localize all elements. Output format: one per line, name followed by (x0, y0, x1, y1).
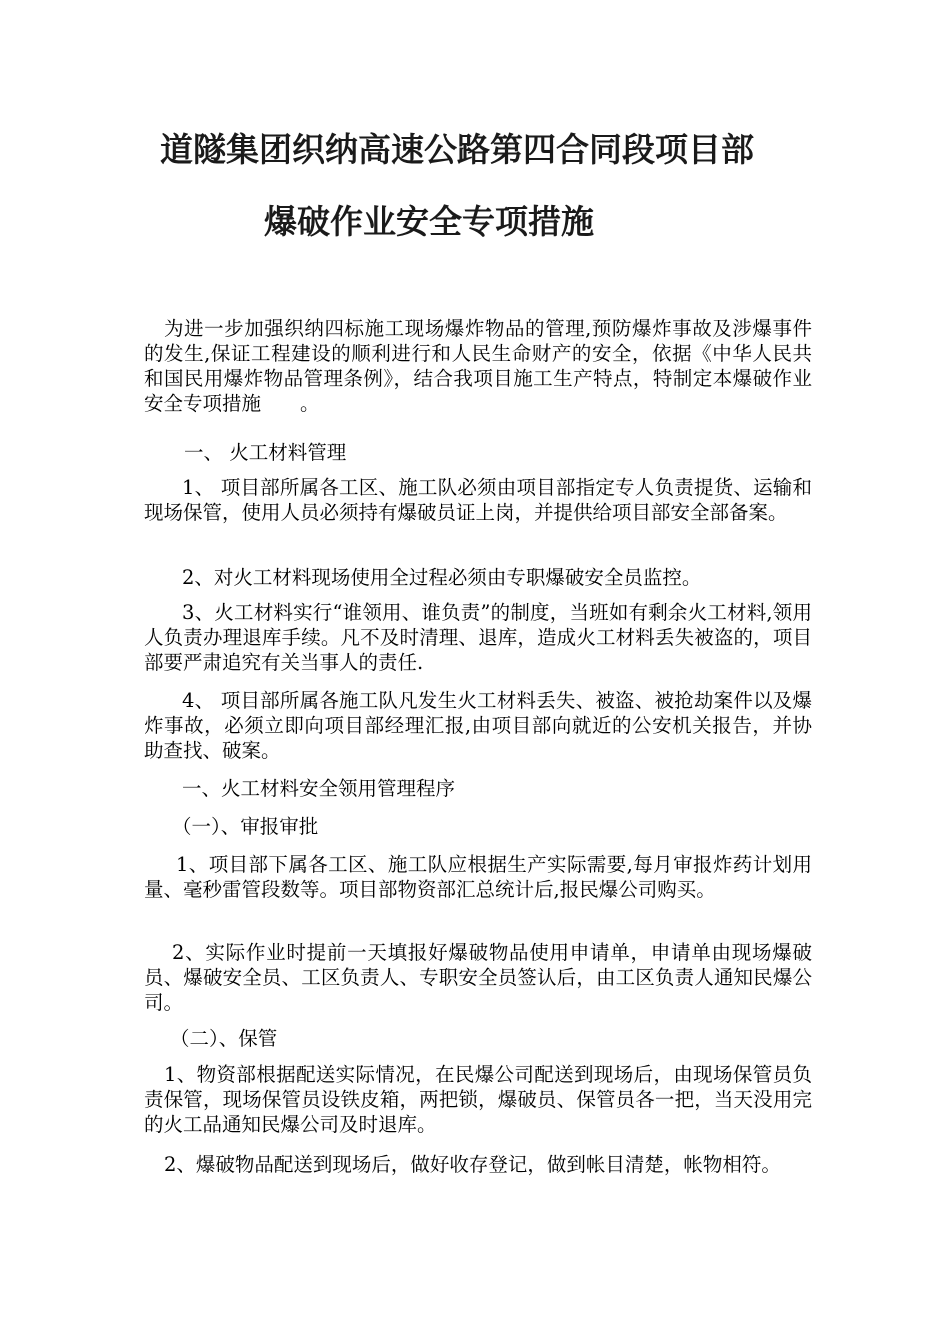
intro-paragraph: 为进一步加强织纳四标施工现场爆炸物品的管理,预防爆炸事故及涉爆事件的发生,保证工程建设的顺利进行和人民生命财产的安全，依据《中华人民共和国民用爆炸物品管理条例》，结合我项目施工生产特点，特制定本爆破作业安全专项措施 。 (144, 317, 812, 415)
approval-paragraph-1: 1、项目部下属各工区、施工队应根据生产实际需要,每月审报炸药计划用量、毫秒雷管段数等。项目部物资部汇总统计后,报民爆公司购买。 (144, 853, 812, 901)
section-heading-material-management: 一、 火工材料管理 (184, 441, 347, 464)
paragraph-item-3: 3、火工材料实行“谁领用、谁负责”的制度，当班如有剩余火工材料,领用人负责办理退库手续。凡不及时清理、退库，造成火工材料丢失被盗的，项目部要严肃追究有关当事人的责任. (144, 601, 812, 674)
paragraph-item-2: 2、对火工材料现场使用全过程必须由专职爆破安全员监控。 (182, 566, 702, 589)
paragraph-item-1: 1、 项目部所属各工区、施工队必须由项目部指定专人负责提货、运输和现场保管，使用人员必须持有爆破员证上岗，并提供给项目部安全部备案。 (144, 476, 812, 524)
storage-paragraph-1: 1、物资部根据配送实际情况，在民爆公司配送到现场后，由现场保管员负责保管，现场保管员设铁皮箱，两把锁，爆破员、保管员各一把，当天没用完的火工品通知民爆公司及时退库。 (144, 1063, 812, 1136)
section-heading-collection-procedure: 一、火工材料安全领用管理程序 (182, 777, 456, 800)
subsection-heading-storage: （二）、保管 (170, 1027, 278, 1050)
document-title-line-2: 爆破作业安全专项措施 (264, 202, 594, 241)
subsection-heading-approval: （一）、审报审批 (172, 815, 319, 838)
paragraph-item-4: 4、 项目部所属各施工队凡发生火工材料丢失、被盗、被抢劫案件以及爆炸事故，必须立即向项目部经理汇报,由项目部向就近的公安机关报告，并协助查找、破案。 (144, 689, 812, 762)
approval-paragraph-2: 2、实际作业时提前一天填报好爆破物品使用申请单，申请单由现场爆破员、爆破安全员、工区负责人、专职安全员签认后，由工区负责人通知民爆公司。 (144, 941, 812, 1014)
document-title-line-1: 道隧集团织纳高速公路第四合同段项目部 (160, 130, 754, 169)
storage-paragraph-2: 2、爆破物品配送到现场后，做好收存登记，做到帐目清楚，帐物相符。 (164, 1153, 781, 1176)
